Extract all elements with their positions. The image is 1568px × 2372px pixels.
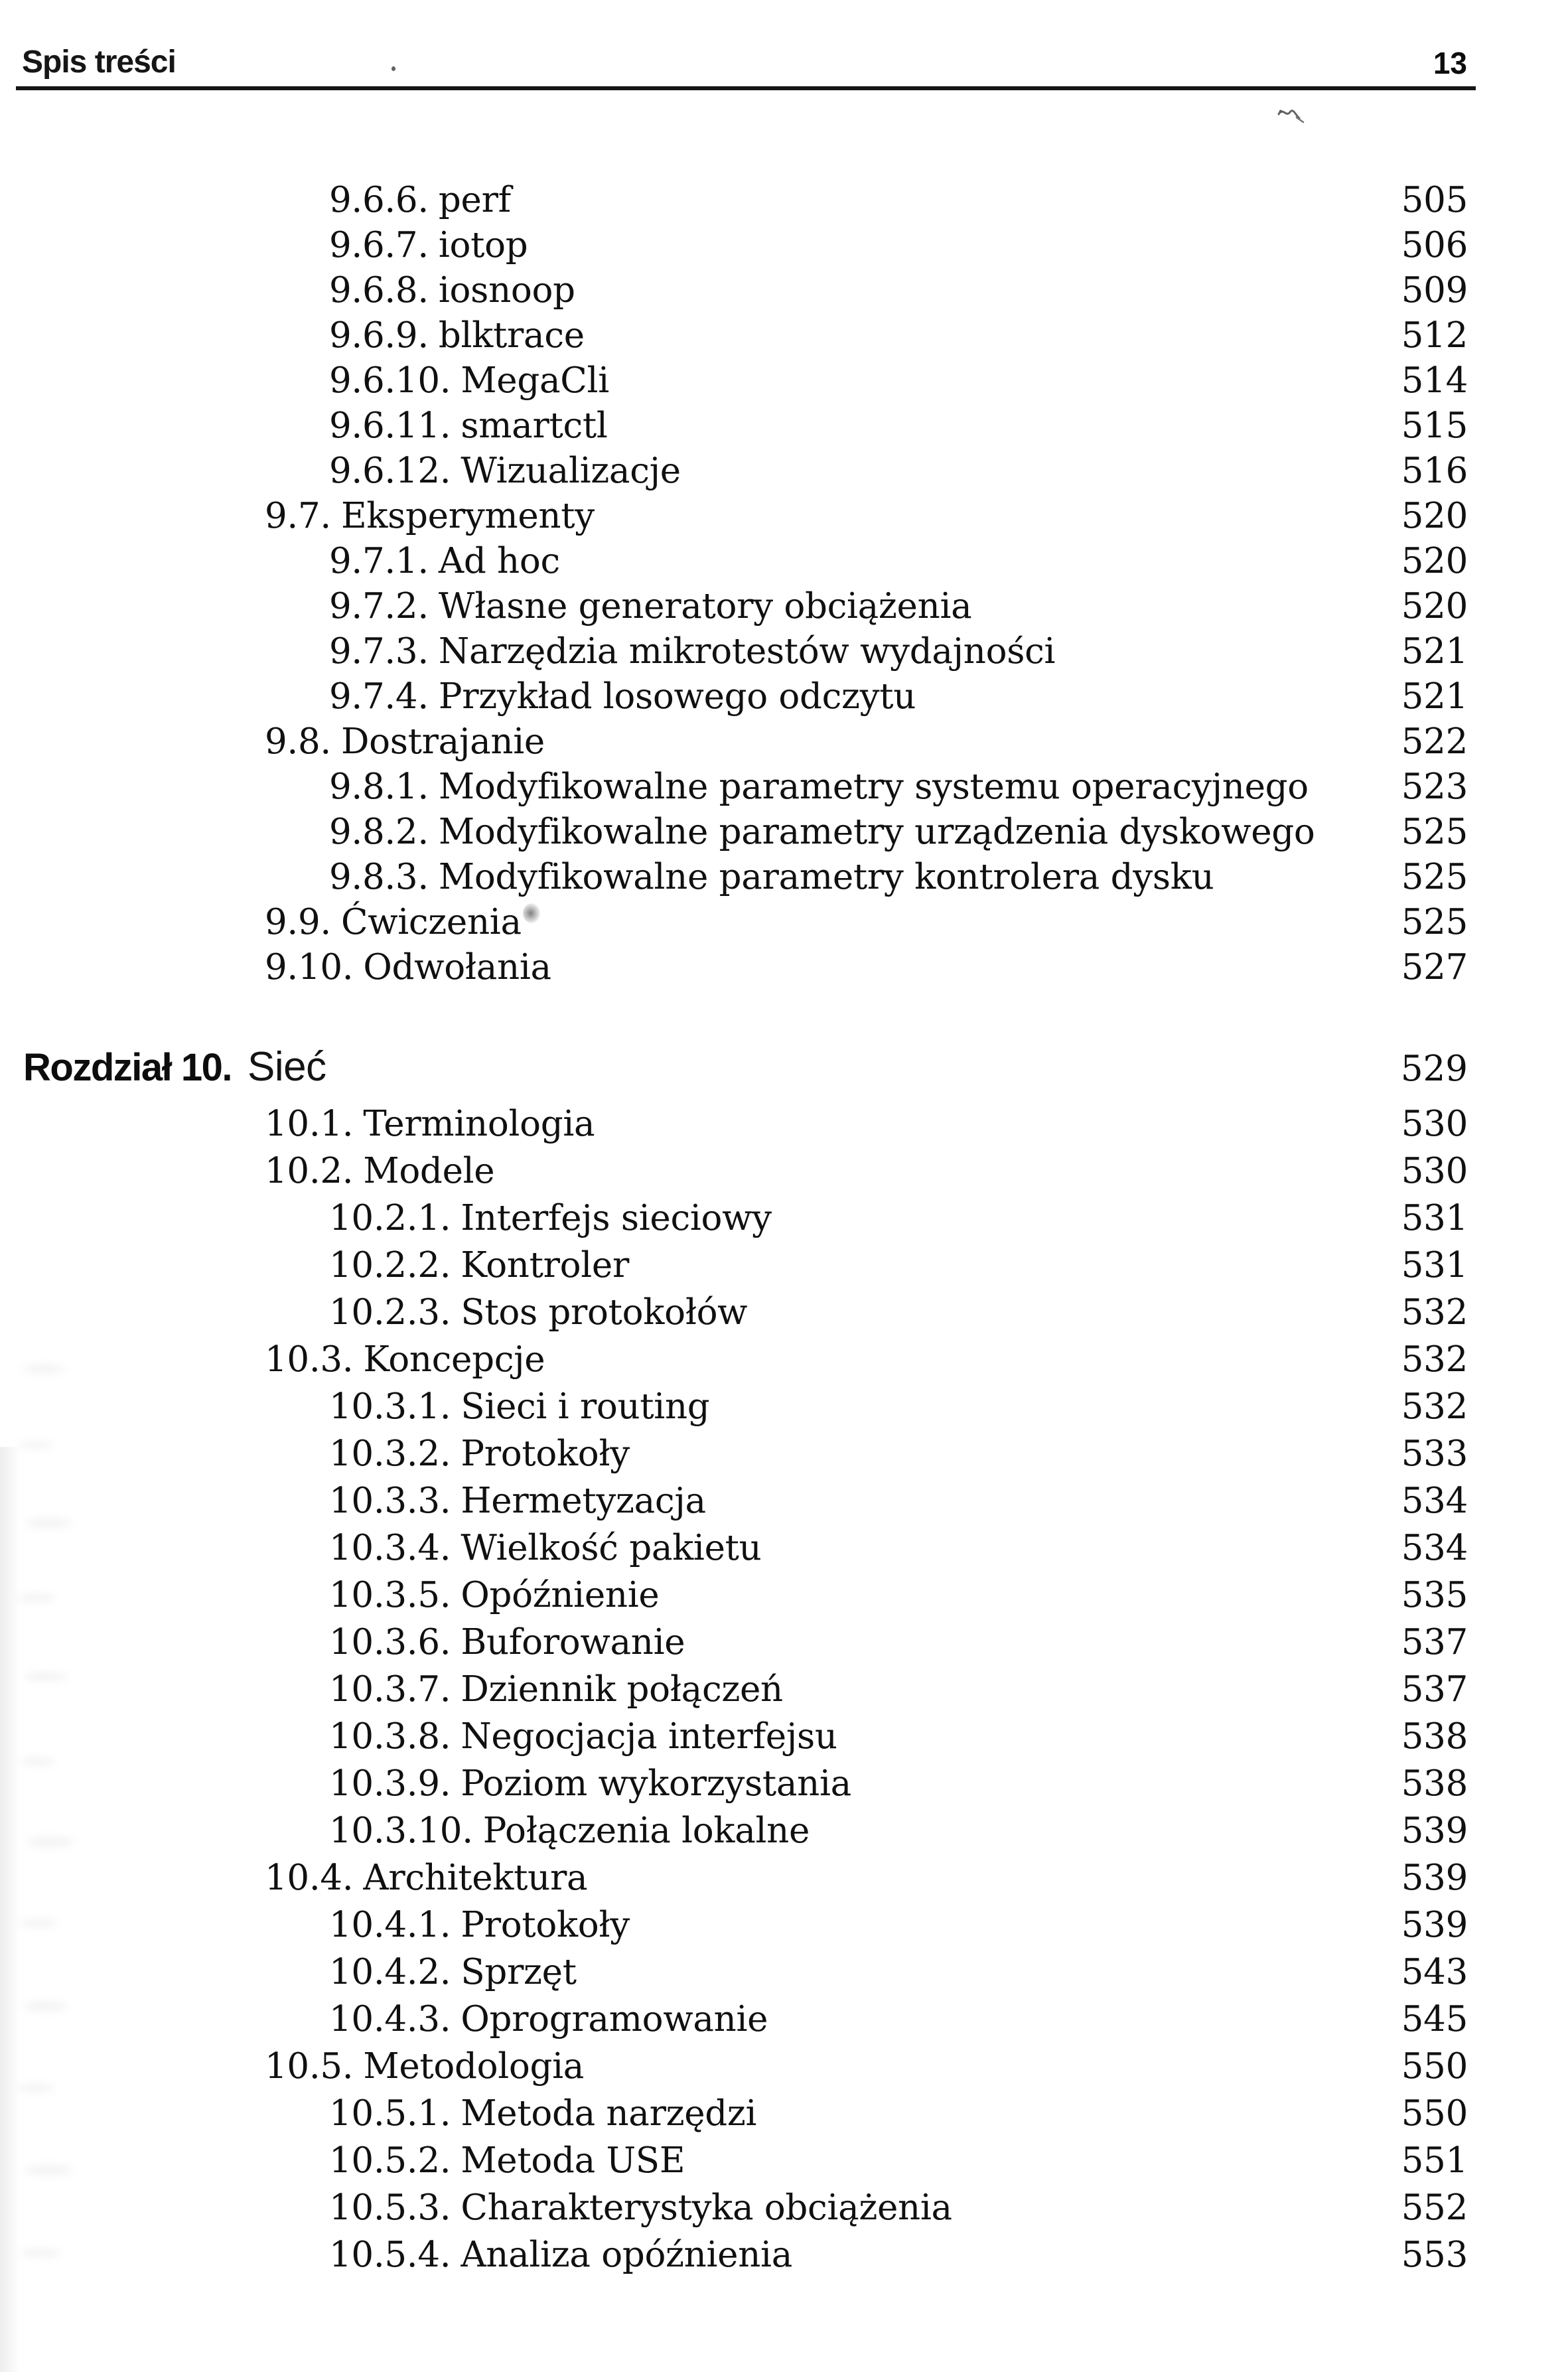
toc-entry-title: Ćwiczenia — [340, 902, 522, 942]
toc-entry-number: 10.3.9. — [329, 1763, 451, 1804]
toc-entry-title: Interfejs sieciowy — [461, 1198, 772, 1238]
toc-entry-label — [329, 1289, 747, 1336]
toc-entry-title: iotop — [438, 225, 528, 265]
header-rule — [16, 86, 1476, 90]
toc-entry-title: perf — [438, 180, 511, 220]
toc-entry-number: 9.6.7. — [329, 225, 429, 265]
toc-entry — [23, 268, 1468, 313]
toc-entry-label — [329, 1383, 709, 1430]
toc-entry-title: Buforowanie — [461, 1622, 685, 1663]
toc-entry-title: smartctl — [461, 406, 608, 446]
toc-entry-label — [329, 1572, 659, 1619]
toc-entry-page: 551 — [1401, 2140, 1468, 2181]
toc-entry-page: 538 — [1401, 1716, 1468, 1757]
toc-entry-label — [329, 1713, 837, 1760]
toc-block-chapter-10 — [23, 1100, 1468, 2278]
toc-entry — [23, 1100, 1468, 1148]
toc-entry-title: Modyfikowalne parametry urządzenia dyskowego — [438, 812, 1315, 852]
toc-entry-page: 538 — [1401, 1763, 1468, 1804]
toc-entry-label — [329, 1242, 629, 1289]
toc-entry-number: 9.6.12. — [329, 451, 451, 491]
toc-entry-number: 9.7.2. — [329, 586, 429, 627]
toc-entry-title: Koncepcje — [363, 1339, 545, 1380]
toc-entry-number: 10.3.10. — [329, 1811, 473, 1851]
toc-entry-title: Modele — [363, 1151, 495, 1191]
toc-entry-title: Protokoły — [461, 1905, 630, 1945]
toc-entry-label — [329, 223, 528, 268]
toc-entry-page: 535 — [1401, 1575, 1468, 1615]
toc-entry-title: Narzędzia mikrotestów wydajności — [438, 631, 1056, 672]
toc-entry-number: 9.9. — [265, 902, 331, 942]
toc-entry-number: 10.4. — [265, 1858, 354, 1898]
toc-entry-page: 523 — [1401, 767, 1468, 807]
toc-entry — [23, 404, 1468, 449]
chapter-number: Rozdział 10. — [23, 1046, 232, 1089]
toc-entry-number: 9.7.1. — [329, 541, 429, 581]
toc-entry-label — [329, 629, 1055, 674]
toc-entry-label — [265, 1854, 587, 1901]
toc-entry — [23, 629, 1468, 674]
toc-entry-label — [329, 765, 1309, 810]
toc-entry-title: Dziennik połączeń — [461, 1669, 783, 1710]
toc-entry-number: 9.6.6. — [329, 180, 429, 220]
toc-entry — [23, 449, 1468, 494]
toc-entry-number: 10.5.1. — [329, 2093, 451, 2134]
toc-entry-label — [329, 449, 681, 494]
toc-entry-number: 9.6.8. — [329, 270, 429, 311]
toc-entry — [23, 313, 1468, 358]
toc-entry-title: Modyfikowalne parametry kontrolera dysku — [438, 857, 1214, 897]
toc-entry-label — [329, 2231, 792, 2278]
toc-entry-number: 9.8. — [265, 721, 331, 762]
toc-entry-page: 521 — [1401, 631, 1468, 672]
toc-entry-title: MegaCli — [461, 360, 609, 401]
toc-entry-page: 520 — [1401, 586, 1468, 627]
toc-entry-number: 10.3.4. — [329, 1528, 451, 1568]
toc-entry-title: Ad hoc — [438, 541, 560, 581]
toc-entry-title: Poziom wykorzystania — [461, 1763, 851, 1804]
toc-entry-label — [329, 1807, 810, 1854]
toc-entry-page: 527 — [1401, 947, 1468, 988]
toc-entry-number: 10.4.2. — [329, 1952, 451, 1992]
toc-entry — [23, 178, 1468, 223]
toc-entry-title: Sieci i routing — [461, 1386, 710, 1427]
toc-entry — [23, 1807, 1468, 1854]
toc-entry-number: 9.7.4. — [329, 676, 429, 717]
toc-entry-label — [329, 2090, 756, 2137]
toc-entry-label — [265, 1336, 545, 1383]
toc-entry-title: Eksperymenty — [340, 496, 595, 536]
toc-entry-page: 525 — [1401, 812, 1468, 852]
toc-entry-label — [265, 945, 551, 990]
toc-entry-label — [265, 2043, 584, 2090]
toc-entry-title: Połączenia lokalne — [482, 1811, 810, 1851]
chapter-title: Sieć — [247, 1044, 326, 1090]
toc-entry-page: 506 — [1401, 225, 1468, 265]
toc-entry — [23, 1854, 1468, 1901]
toc-entry-number: 9.8.3. — [329, 857, 429, 897]
toc-entry-page: 520 — [1401, 541, 1468, 581]
toc-entry — [23, 1901, 1468, 1949]
toc-entry-number: 10.4.3. — [329, 1999, 451, 2039]
toc-entry-number: 9.8.2. — [329, 812, 429, 852]
toc-entry-number: 10.1. — [265, 1104, 354, 1144]
toc-entry — [23, 2090, 1468, 2137]
toc-entry-number: 10.3.2. — [329, 1434, 451, 1474]
toc-entry — [23, 223, 1468, 268]
toc-entry-label — [329, 1524, 761, 1572]
toc-entry-page: 539 — [1401, 1811, 1468, 1851]
toc-entry-number: 10.3.7. — [329, 1669, 451, 1710]
toc-entry-page: 520 — [1401, 496, 1468, 536]
toc-entry-number: 9.6.11. — [329, 406, 451, 446]
toc-entry — [23, 1383, 1468, 1430]
toc-entry-label — [329, 178, 511, 223]
toc-entry-title: Dostrajanie — [340, 721, 545, 762]
toc-entry-label — [329, 674, 916, 719]
toc-entry-page: 514 — [1401, 360, 1468, 401]
toc-entry-title: Architektura — [363, 1858, 588, 1898]
toc-entry-page: 537 — [1401, 1622, 1468, 1663]
toc-entry-page: 534 — [1401, 1481, 1468, 1521]
toc-entry-label — [329, 1619, 685, 1666]
toc-entry — [23, 1760, 1468, 1807]
toc-entry-title: blktrace — [438, 315, 585, 356]
toc-entry-title: Negocjacja interfejsu — [461, 1716, 837, 1757]
toc-entry — [23, 810, 1468, 855]
toc-entry-title: Protokoły — [461, 1434, 630, 1474]
toc-entry — [23, 1430, 1468, 1477]
toc-entry-label — [329, 584, 971, 629]
toc-entry-page: 550 — [1401, 2093, 1468, 2134]
toc-entry — [23, 1713, 1468, 1760]
toc-entry — [23, 1666, 1468, 1713]
toc-entry-label — [329, 855, 1214, 900]
toc-entry-title: Oprogramowanie — [461, 1999, 768, 2039]
toc-entry-title: Modyfikowalne parametry systemu operacyjnego — [438, 767, 1309, 807]
toc-entry-number: 10.3.6. — [329, 1622, 451, 1663]
toc-entry-page: 516 — [1401, 451, 1468, 491]
toc-entry-label — [329, 404, 608, 449]
toc-entry-page: 525 — [1401, 902, 1468, 942]
toc-entry-page: 552 — [1401, 2187, 1468, 2228]
toc-entry-number: 10.2.1. — [329, 1198, 451, 1238]
toc-entry-page: 530 — [1401, 1151, 1468, 1191]
toc-entry-label — [329, 1901, 630, 1949]
toc-entry-label — [329, 539, 560, 584]
toc-entry — [23, 1195, 1468, 1242]
toc-entry — [23, 2231, 1468, 2278]
toc-entry-label — [329, 1666, 783, 1713]
chapter-page-number: 529 — [1400, 1049, 1468, 1089]
toc-entry — [23, 900, 1468, 945]
scan-artifact-edge-shadow — [0, 1447, 20, 2372]
toc-entry — [23, 1619, 1468, 1666]
toc-entry-title: Przykład losowego odczytu — [438, 676, 916, 717]
toc-entry-page: 515 — [1401, 406, 1468, 446]
toc-entry-page: 533 — [1401, 1434, 1468, 1474]
toc-entry-title: iosnoop — [438, 270, 575, 311]
scan-smudge — [523, 903, 540, 923]
toc-entry-number: 10.4.1. — [329, 1905, 451, 1945]
toc-entry-number: 10.3.5. — [329, 1575, 451, 1615]
toc-entry-label — [329, 313, 585, 358]
toc-entry-page: 531 — [1401, 1245, 1468, 1286]
toc-entry-label — [329, 1949, 577, 1996]
toc-entry — [23, 1949, 1468, 1996]
toc-entry — [23, 719, 1468, 765]
toc-entry-label — [329, 1760, 851, 1807]
toc-entry-label — [329, 1195, 772, 1242]
toc-entry-number: 9.10. — [265, 947, 354, 988]
toc-entry-title: Opóźnienie — [461, 1575, 660, 1615]
toc-entry-label — [329, 358, 609, 404]
toc-entry-page: 512 — [1401, 315, 1468, 356]
toc-entry-title: Metoda USE — [461, 2140, 685, 2181]
toc-entry-page: 550 — [1401, 2046, 1468, 2087]
toc-entry-title: Kontroler — [461, 1245, 630, 1286]
toc-block-chapter-9 — [23, 178, 1468, 990]
toc-entry — [23, 1996, 1468, 2043]
toc-entry-title: Odwołania — [363, 947, 551, 988]
toc-entry — [23, 1524, 1468, 1572]
toc-entry-number: 9.6.9. — [329, 315, 429, 356]
toc-entry-page: 534 — [1401, 1528, 1468, 1568]
header-section-title: Spis treści — [22, 44, 176, 80]
toc-entry — [23, 2137, 1468, 2184]
header-page-number: 13 — [1433, 46, 1467, 80]
toc-entry-label — [329, 1477, 706, 1524]
toc-entry-number: 10.5.3. — [329, 2187, 451, 2228]
chapter-heading-row — [23, 1043, 1468, 1090]
toc-entry-number: 9.7.3. — [329, 631, 429, 672]
toc-entry-title: Własne generatory obciążenia — [438, 586, 972, 627]
toc-entry-page: 530 — [1401, 1104, 1468, 1144]
scan-artifact-squiggle — [1277, 104, 1307, 126]
toc-entry-page: 532 — [1401, 1386, 1468, 1427]
toc-entry-number: 10.3. — [265, 1339, 354, 1380]
toc-entry-number: 9.8.1. — [329, 767, 429, 807]
toc-entry-number: 10.2.3. — [329, 1292, 451, 1333]
toc-entry — [23, 539, 1468, 584]
toc-entry — [23, 2043, 1468, 2090]
toc-entry-number: 10.3.8. — [329, 1716, 451, 1757]
toc-entry-number: 10.5.4. — [329, 2235, 451, 2275]
toc-entry-page: 521 — [1401, 676, 1468, 717]
toc-entry — [23, 358, 1468, 404]
toc-entry-label — [265, 900, 540, 945]
toc-entry — [23, 1242, 1468, 1289]
toc-entry-number: 10.5.2. — [329, 2140, 451, 2181]
toc-entry-title: Stos protokołów — [461, 1292, 748, 1333]
toc-entry-page: 531 — [1401, 1198, 1468, 1238]
toc-entry-title: Terminologia — [363, 1104, 595, 1144]
toc-entry-title: Metoda narzędzi — [461, 2093, 757, 2134]
toc-entry-label — [329, 1430, 630, 1477]
toc-entry-number: 10.5. — [265, 2046, 354, 2087]
toc-entry-label — [329, 268, 575, 313]
toc-entry-page: 522 — [1401, 721, 1468, 762]
toc-entry-label — [265, 494, 595, 539]
toc-entry-page: 509 — [1401, 270, 1468, 311]
toc-entry-number: 10.2. — [265, 1151, 354, 1191]
toc-entry-title: Metodologia — [363, 2046, 585, 2087]
toc-entry-page: 525 — [1401, 857, 1468, 897]
toc-entry-number: 10.2.2. — [329, 1245, 451, 1286]
toc-entry — [23, 1336, 1468, 1383]
toc-entry-title: Analiza opóźnienia — [461, 2235, 793, 2275]
page-header — [22, 0, 1467, 78]
toc-entry-page: 537 — [1401, 1669, 1468, 1710]
toc-entry-number: 9.6.10. — [329, 360, 451, 401]
toc-entry — [23, 765, 1468, 810]
toc-entry — [23, 584, 1468, 629]
toc-entry — [23, 674, 1468, 719]
toc-entry — [23, 1477, 1468, 1524]
toc-entry-page: 545 — [1401, 1999, 1468, 2039]
toc-entry-label — [265, 719, 545, 765]
toc-entry-page: 505 — [1401, 180, 1468, 220]
toc-entry-number: 10.3.1. — [329, 1386, 451, 1427]
toc-entry — [23, 1572, 1468, 1619]
toc-entry-page: 532 — [1401, 1339, 1468, 1380]
toc-entry-title: Hermetyzacja — [461, 1481, 706, 1521]
toc-entry-label — [265, 1100, 595, 1148]
toc-entry — [23, 1289, 1468, 1336]
toc-entry — [23, 855, 1468, 900]
toc-entry-label — [329, 1996, 768, 2043]
toc-entry-page: 553 — [1401, 2235, 1468, 2275]
chapter-label — [23, 1043, 326, 1090]
toc-entry — [23, 2184, 1468, 2231]
toc-entry-title: Sprzęt — [461, 1952, 577, 1992]
toc-entry-title: Wizualizacje — [461, 451, 681, 491]
toc-entry-title: Charakterystyka obciążenia — [461, 2187, 952, 2228]
toc-entry-label — [329, 2184, 952, 2231]
toc-entry-number: 9.7. — [265, 496, 331, 536]
toc-entry-number: 10.3.3. — [329, 1481, 451, 1521]
toc-entry-page: 539 — [1401, 1858, 1468, 1898]
toc-entry — [23, 494, 1468, 539]
toc-entry-label — [329, 810, 1315, 855]
toc-entry-page: 539 — [1401, 1905, 1468, 1945]
toc-entry — [23, 945, 1468, 990]
toc-entry-page: 543 — [1401, 1952, 1468, 1992]
toc-entry-label — [265, 1148, 494, 1195]
toc-entry-page: 532 — [1401, 1292, 1468, 1333]
toc-entry — [23, 1148, 1468, 1195]
toc-entry-label — [329, 2137, 685, 2184]
toc-entry-title: Wielkość pakietu — [461, 1528, 762, 1568]
